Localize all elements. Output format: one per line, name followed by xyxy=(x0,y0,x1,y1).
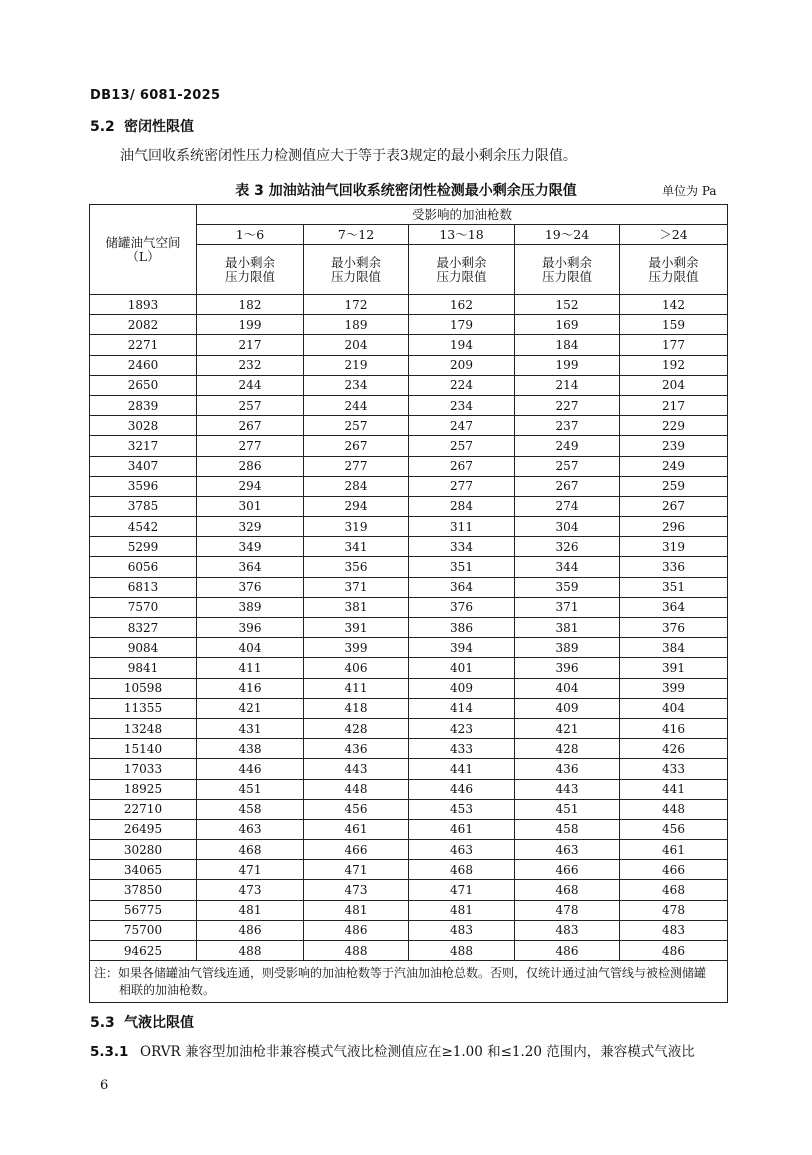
pressure-limit-cell: 448 xyxy=(304,779,409,799)
pressure-limit-cell: 461 xyxy=(304,819,409,839)
pressure-limit-cell: 411 xyxy=(197,658,304,678)
table-row xyxy=(90,577,728,597)
pressure-limit-cell: 481 xyxy=(197,900,304,920)
affected-nozzles-header: 受影响的加油枪数 xyxy=(197,205,728,225)
tank-volume-cell: 6056 xyxy=(90,557,197,577)
pressure-limit-cell: 428 xyxy=(515,739,620,759)
pressure-limit-cell: 326 xyxy=(515,537,620,557)
pressure-limit-cell: 414 xyxy=(409,698,515,718)
pressure-limit-cell: 184 xyxy=(515,335,620,355)
pressure-limit-cell: 458 xyxy=(515,819,620,839)
pressure-limit-cell: 409 xyxy=(409,678,515,698)
pressure-limit-cell: 471 xyxy=(304,860,409,880)
pressure-limit-cell: 396 xyxy=(197,618,304,638)
table-row xyxy=(90,597,728,617)
pressure-limit-cell: 344 xyxy=(515,557,620,577)
section-number: 5.3 xyxy=(90,1015,115,1031)
pressure-limit-cell: 349 xyxy=(197,537,304,557)
pressure-limit-cell: 466 xyxy=(304,840,409,860)
tank-volume-cell: 9841 xyxy=(90,658,197,678)
pressure-limit-cell: 416 xyxy=(197,678,304,698)
table-row xyxy=(90,476,728,496)
pressure-limit-cell: 217 xyxy=(197,335,304,355)
min-residual-pressure-label: 最小剩余 压力限值 xyxy=(304,245,409,295)
pressure-limit-cell: 234 xyxy=(409,395,515,415)
pressure-limit-cell: 478 xyxy=(515,900,620,920)
pressure-limit-cell: 486 xyxy=(515,941,620,961)
page-number: 6 xyxy=(100,1078,109,1093)
tank-volume-cell: 7570 xyxy=(90,597,197,617)
pressure-limit-cell: 319 xyxy=(620,537,728,557)
pressure-limit-cell: 478 xyxy=(620,900,728,920)
pressure-limit-cell: 199 xyxy=(197,315,304,335)
table-row xyxy=(90,557,728,577)
pressure-limit-cell: 296 xyxy=(620,517,728,537)
table-row xyxy=(90,941,728,961)
pressure-limit-cell: 217 xyxy=(620,395,728,415)
pressure-limit-cell: 458 xyxy=(197,799,304,819)
column-header: ＞24 xyxy=(620,225,728,245)
pressure-limit-cell: 376 xyxy=(197,577,304,597)
pressure-limit-cell: 436 xyxy=(304,739,409,759)
pressure-limit-cell: 468 xyxy=(197,840,304,860)
pressure-limit-cell: 284 xyxy=(304,476,409,496)
pressure-limit-cell: 336 xyxy=(620,557,728,577)
table-row xyxy=(90,880,728,900)
pressure-limit-cell: 274 xyxy=(515,496,620,516)
pressure-limit-cell: 267 xyxy=(515,476,620,496)
tank-volume-cell: 3785 xyxy=(90,496,197,516)
pressure-limit-cell: 244 xyxy=(197,375,304,395)
table-row xyxy=(90,739,728,759)
tank-volume-cell: 3596 xyxy=(90,476,197,496)
pressure-limit-cell: 219 xyxy=(304,355,409,375)
pressure-limit-cell: 384 xyxy=(620,638,728,658)
pressure-limit-cell: 267 xyxy=(304,436,409,456)
tank-volume-cell: 94625 xyxy=(90,941,197,961)
pressure-limit-cell: 364 xyxy=(197,557,304,577)
pressure-limit-cell: 466 xyxy=(620,860,728,880)
pressure-limit-cell: 204 xyxy=(304,335,409,355)
pressure-limit-cell: 456 xyxy=(620,819,728,839)
table-row xyxy=(90,355,728,375)
pressure-limit-cell: 466 xyxy=(515,860,620,880)
column-header: 19～24 xyxy=(515,225,620,245)
pressure-limit-cell: 426 xyxy=(620,739,728,759)
pressure-limit-cell: 334 xyxy=(409,537,515,557)
pressure-limit-cell: 421 xyxy=(515,718,620,738)
pressure-limit-cell: 277 xyxy=(304,456,409,476)
pressure-limit-cell: 232 xyxy=(197,355,304,375)
tank-volume-cell: 18925 xyxy=(90,779,197,799)
pressure-limit-cell: 341 xyxy=(304,537,409,557)
pressure-limit-cell: 376 xyxy=(620,618,728,638)
table-row xyxy=(90,496,728,516)
pressure-limit-cell: 453 xyxy=(409,799,515,819)
pressure-limit-cell: 294 xyxy=(197,476,304,496)
pressure-limit-cell: 481 xyxy=(409,900,515,920)
clause-number: 5.3.1 xyxy=(90,1044,129,1060)
pressure-limit-cell: 249 xyxy=(620,456,728,476)
pressure-limit-cell: 169 xyxy=(515,315,620,335)
pressure-limit-cell: 277 xyxy=(197,436,304,456)
pressure-limit-cell: 483 xyxy=(409,920,515,940)
pressure-limit-cell: 257 xyxy=(197,395,304,415)
pressure-limit-cell: 471 xyxy=(409,880,515,900)
tank-volume-cell: 13248 xyxy=(90,718,197,738)
pressure-limit-cell: 433 xyxy=(620,759,728,779)
tank-volume-cell: 1893 xyxy=(90,295,197,315)
pressure-limit-cell: 351 xyxy=(409,557,515,577)
pressure-limit-cell: 237 xyxy=(515,416,620,436)
pressure-limit-cell: 142 xyxy=(620,295,728,315)
pressure-limit-cell: 329 xyxy=(197,517,304,537)
table-row xyxy=(90,375,728,395)
table-row xyxy=(90,759,728,779)
tank-volume-cell: 30280 xyxy=(90,840,197,860)
pressure-limit-cell: 227 xyxy=(515,395,620,415)
pressure-limit-cell: 364 xyxy=(409,577,515,597)
tank-volume-cell: 3028 xyxy=(90,416,197,436)
pressure-limit-cell: 371 xyxy=(304,577,409,597)
tank-volume-cell: 8327 xyxy=(90,618,197,638)
table-row xyxy=(90,799,728,819)
tank-volume-cell: 2839 xyxy=(90,395,197,415)
section-5-2-body: 油气回收系统密闭性压力检测值应大于等于表3规定的最小剩余压力限值。 xyxy=(120,148,577,164)
min-residual-pressure-label: 最小剩余 压力限值 xyxy=(515,245,620,295)
table-unit: 单位为 Pa xyxy=(662,184,717,198)
pressure-limit-cell: 468 xyxy=(515,880,620,900)
tank-volume-cell: 37850 xyxy=(90,880,197,900)
tank-volume-cell: 6813 xyxy=(90,577,197,597)
pressure-limit-cell: 259 xyxy=(620,476,728,496)
pressure-limit-cell: 391 xyxy=(304,618,409,638)
pressure-limit-cell: 356 xyxy=(304,557,409,577)
pressure-limit-cell: 152 xyxy=(515,295,620,315)
table-row xyxy=(90,537,728,557)
pressure-limit-cell: 351 xyxy=(620,577,728,597)
pressure-limit-cell: 182 xyxy=(197,295,304,315)
pressure-limit-cell: 396 xyxy=(515,658,620,678)
tank-volume-cell: 56775 xyxy=(90,900,197,920)
pressure-limit-cell: 364 xyxy=(620,597,728,617)
pressure-limit-cell: 179 xyxy=(409,315,515,335)
tank-volume-cell: 3217 xyxy=(90,436,197,456)
pressure-limit-cell: 267 xyxy=(620,496,728,516)
table-row xyxy=(90,416,728,436)
pressure-limit-cell: 267 xyxy=(409,456,515,476)
pressure-limit-cell: 433 xyxy=(409,739,515,759)
section-title: 密闭性限值 xyxy=(124,119,194,135)
pressure-limit-cell: 443 xyxy=(304,759,409,779)
table-row xyxy=(90,698,728,718)
pressure-limit-cell: 189 xyxy=(304,315,409,335)
pressure-limit-cell: 386 xyxy=(409,618,515,638)
pressure-limit-cell: 257 xyxy=(515,456,620,476)
pressure-limit-cell: 488 xyxy=(304,941,409,961)
pressure-limit-cell: 399 xyxy=(304,638,409,658)
pressure-limit-cell: 461 xyxy=(620,840,728,860)
table-row xyxy=(90,395,728,415)
pressure-limit-cell: 461 xyxy=(409,819,515,839)
pressure-limit-cell: 204 xyxy=(620,375,728,395)
pressure-limit-cell: 214 xyxy=(515,375,620,395)
pressure-limit-cell: 463 xyxy=(197,819,304,839)
pressure-limit-cell: 411 xyxy=(304,678,409,698)
table-row xyxy=(90,860,728,880)
table-row xyxy=(90,920,728,940)
table-row xyxy=(90,840,728,860)
pressure-limit-cell: 284 xyxy=(409,496,515,516)
pressure-limit-cell: 199 xyxy=(515,355,620,375)
pressure-limit-cell: 399 xyxy=(620,678,728,698)
pressure-limit-cell: 159 xyxy=(620,315,728,335)
pressure-limit-cell: 301 xyxy=(197,496,304,516)
table-row xyxy=(90,315,728,335)
pressure-limit-cell: 229 xyxy=(620,416,728,436)
pressure-limit-cell: 389 xyxy=(515,638,620,658)
pressure-limit-cell: 394 xyxy=(409,638,515,658)
pressure-limit-cell: 244 xyxy=(304,395,409,415)
pressure-limit-cell: 277 xyxy=(409,476,515,496)
clause-text: ORVR 兼容型加油枪非兼容模式气液比检测值应在≥1.00 和≤1.20 范围内，兼容模式气液比 xyxy=(140,1044,695,1060)
pressure-limit-cell: 311 xyxy=(409,517,515,537)
min-residual-pressure-label: 最小剩余 压力限值 xyxy=(409,245,515,295)
pressure-limit-cell: 401 xyxy=(409,658,515,678)
pressure-limit-cell: 486 xyxy=(620,941,728,961)
tank-volume-cell: 5299 xyxy=(90,537,197,557)
section-title: 气液比限值 xyxy=(124,1015,194,1031)
pressure-limit-cell: 194 xyxy=(409,335,515,355)
table-note: 注：如果各储罐油气管线连通，则受影响的加油枪数等于汽油加油枪总数。否则，仅统计通过油气管线与被检测储罐 相联的加油枪数。 xyxy=(90,961,728,1003)
tank-volume-cell: 11355 xyxy=(90,698,197,718)
pressure-limit-cell: 451 xyxy=(197,779,304,799)
pressure-limit-cell: 451 xyxy=(515,799,620,819)
min-residual-pressure-label: 最小剩余 压力限值 xyxy=(620,245,728,295)
pressure-limit-cell: 371 xyxy=(515,597,620,617)
pressure-limit-cell: 177 xyxy=(620,335,728,355)
pressure-limit-cell: 391 xyxy=(620,658,728,678)
pressure-limit-cell: 471 xyxy=(197,860,304,880)
pressure-limit-cell: 381 xyxy=(304,597,409,617)
pressure-limit-cell: 486 xyxy=(197,920,304,940)
pressure-limit-cell: 416 xyxy=(620,718,728,738)
pressure-limit-cell: 234 xyxy=(304,375,409,395)
column-header: 1～6 xyxy=(197,225,304,245)
table-row xyxy=(90,456,728,476)
pressure-limit-cell: 488 xyxy=(197,941,304,961)
pressure-limit-cell: 286 xyxy=(197,456,304,476)
pressure-limit-cell: 436 xyxy=(515,759,620,779)
pressure-limit-cell: 488 xyxy=(409,941,515,961)
section-5-2-heading xyxy=(90,116,194,136)
pressure-limit-cell: 483 xyxy=(515,920,620,940)
section-number: 5.2 xyxy=(90,119,115,135)
pressure-limit-cell: 257 xyxy=(409,436,515,456)
pressure-limit-cell: 376 xyxy=(409,597,515,617)
pressure-limit-cell: 463 xyxy=(409,840,515,860)
pressure-limit-cell: 389 xyxy=(197,597,304,617)
column-header: 13～18 xyxy=(409,225,515,245)
pressure-limit-cell: 486 xyxy=(304,920,409,940)
table-row xyxy=(90,517,728,537)
tank-volume-cell: 10598 xyxy=(90,678,197,698)
table-row xyxy=(90,718,728,738)
tank-volume-cell: 15140 xyxy=(90,739,197,759)
pressure-limit-cell: 404 xyxy=(515,678,620,698)
pressure-limit-cell: 446 xyxy=(197,759,304,779)
table-row xyxy=(90,638,728,658)
pressure-limit-cell: 239 xyxy=(620,436,728,456)
pressure-limit-cell: 267 xyxy=(197,416,304,436)
pressure-limit-cell: 249 xyxy=(515,436,620,456)
tank-volume-cell: 4542 xyxy=(90,517,197,537)
tank-volume-cell: 2650 xyxy=(90,375,197,395)
tank-volume-cell: 2082 xyxy=(90,315,197,335)
pressure-limit-cell: 381 xyxy=(515,618,620,638)
pressure-limit-cell: 441 xyxy=(620,779,728,799)
table-row xyxy=(90,819,728,839)
tank-volume-cell: 9084 xyxy=(90,638,197,658)
pressure-limit-cell: 162 xyxy=(409,295,515,315)
pressure-limit-cell: 257 xyxy=(304,416,409,436)
pressure-limit-cell: 443 xyxy=(515,779,620,799)
section-5-3-1-body xyxy=(90,1040,695,1060)
pressure-limit-cell: 438 xyxy=(197,739,304,759)
table-row xyxy=(90,436,728,456)
min-residual-pressure-label: 最小剩余 压力限值 xyxy=(197,245,304,295)
section-5-3-heading xyxy=(90,1012,194,1032)
table-row xyxy=(90,295,728,315)
pressure-limit-cell: 481 xyxy=(304,900,409,920)
table-row xyxy=(90,900,728,920)
tank-volume-cell: 2460 xyxy=(90,355,197,375)
pressure-limit-cell: 431 xyxy=(197,718,304,738)
pressure-limit-cell: 473 xyxy=(304,880,409,900)
pressure-limit-cell: 209 xyxy=(409,355,515,375)
pressure-limit-cell: 418 xyxy=(304,698,409,718)
pressure-limit-cell: 319 xyxy=(304,517,409,537)
pressure-limit-cell: 423 xyxy=(409,718,515,738)
tank-volume-cell: 2271 xyxy=(90,335,197,355)
pressure-limit-cell: 468 xyxy=(409,860,515,880)
pressure-limit-cell: 247 xyxy=(409,416,515,436)
column-header: 7～12 xyxy=(304,225,409,245)
pressure-limit-cell: 446 xyxy=(409,779,515,799)
table-row xyxy=(90,658,728,678)
pressure-limit-cell: 409 xyxy=(515,698,620,718)
pressure-limit-cell: 406 xyxy=(304,658,409,678)
pressure-limit-cell: 483 xyxy=(620,920,728,940)
table-row xyxy=(90,678,728,698)
pressure-limit-cell: 441 xyxy=(409,759,515,779)
tank-volume-cell: 34065 xyxy=(90,860,197,880)
pressure-limit-cell: 224 xyxy=(409,375,515,395)
tank-volume-cell: 22710 xyxy=(90,799,197,819)
pressure-limit-cell: 304 xyxy=(515,517,620,537)
table-caption: 表 3 加油站油气回收系统密闭性检测最小剩余压力限值 xyxy=(235,183,577,199)
tank-volume-cell: 26495 xyxy=(90,819,197,839)
pressure-limit-cell: 404 xyxy=(197,638,304,658)
tank-volume-cell: 75700 xyxy=(90,920,197,940)
pressure-limit-cell: 294 xyxy=(304,496,409,516)
pressure-limit-cell: 448 xyxy=(620,799,728,819)
pressure-limit-cell: 404 xyxy=(620,698,728,718)
table-row xyxy=(90,779,728,799)
pressure-limit-cell: 468 xyxy=(620,880,728,900)
table-row xyxy=(90,618,728,638)
pressure-limit-cell: 359 xyxy=(515,577,620,597)
pressure-limit-cell: 421 xyxy=(197,698,304,718)
tank-volume-cell: 3407 xyxy=(90,456,197,476)
pressure-limit-cell: 192 xyxy=(620,355,728,375)
pressure-limit-cell: 473 xyxy=(197,880,304,900)
pressure-limit-table xyxy=(89,204,728,1003)
pressure-limit-cell: 456 xyxy=(304,799,409,819)
pressure-limit-cell: 463 xyxy=(515,840,620,860)
document-code: DB13/ 6081-2025 xyxy=(90,88,221,103)
tank-vapor-space-header: 储罐油气空间 （L） xyxy=(90,205,197,295)
pressure-limit-cell: 428 xyxy=(304,718,409,738)
pressure-limit-cell: 172 xyxy=(304,295,409,315)
table-row xyxy=(90,335,728,355)
tank-volume-cell: 17033 xyxy=(90,759,197,779)
